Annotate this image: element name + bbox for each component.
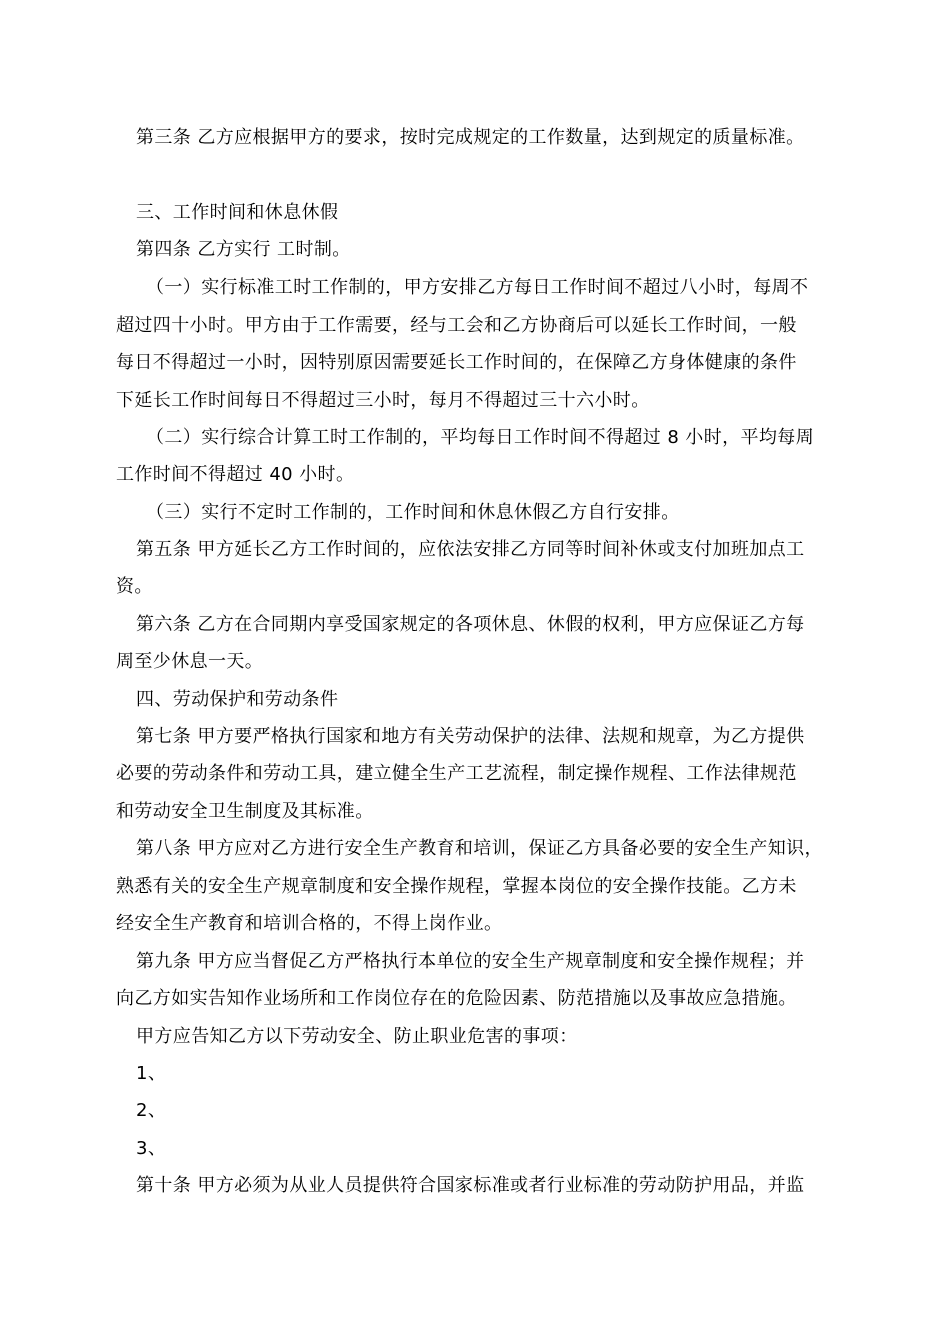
section-heading-work-hours: 三、工作时间和休息休假 [136,202,339,223]
article-6-line: 第六条 乙方在合同期内享受国家规定的各项休息、休假的权利，甲方应保证乙方每 [136,614,805,635]
article-6-line: 周至少休息一天。 [116,651,264,672]
article-4-clause-3-line: （三）实行不定时工作制的，工作时间和休息休假乙方自行安排。 [146,502,680,523]
article-4-clause-2-line: （二）实行综合计算工时工作制的，平均每日工作时间不得超过 8 小时，平均每周 [146,427,815,448]
safety-notice-line: 甲方应告知乙方以下劳动安全、防止职业危害的事项： [136,1026,578,1047]
article-10-line: 第十条 甲方必须为从业人员提供符合国家标准或者行业标准的劳动防护用品，并监 [136,1175,805,1196]
list-item: 3、 [136,1138,167,1159]
list-item: 1、 [136,1063,167,1084]
article-4-clause-1-line: 每日不得超过一小时，因特别原因需要延长工作时间的，在保障乙方身体健康的条件 [116,352,797,373]
article-4-clause-1-line: （一）实行标准工时工作制的，甲方安排乙方每日工作时间不超过八小时，每周不 [146,277,809,298]
article-5-line: 资。 [116,576,153,597]
article-4-clause-1-line: 下延长工作时间每日不得超过三小时，每月不得超过三十六小时。 [116,390,650,411]
article-8-line: 经安全生产教育和培训合格的，不得上岗作业。 [116,913,503,934]
article-8-line: 第八条 甲方应对乙方进行安全生产教育和培训，保证乙方具备必要的安全生产知识， [136,838,823,859]
article-8-line: 熟悉有关的安全生产规章制度和安全操作规程，掌握本岗位的安全操作技能。乙方未 [116,876,797,897]
article-4-clause-1-line: 超过四十小时。甲方由于工作需要，经与工会和乙方协商后可以延长工作时间，一般 [116,315,797,336]
article-3-line: 第三条 乙方应根据甲方的要求，按时完成规定的工作数量，达到规定的质量标准。 [136,127,805,148]
article-9-line: 第九条 甲方应当督促乙方严格执行本单位的安全生产规章制度和安全操作规程；并 [136,951,805,972]
section-heading-labor-protection: 四、劳动保护和劳动条件 [136,689,339,710]
article-4-line: 第四条 乙方实行 工时制。 [136,239,351,260]
article-9-line: 向乙方如实告知作业场所和工作岗位存在的危险因素、防范措施以及事故应急措施。 [116,988,797,1009]
article-5-line: 第五条 甲方延长乙方工作时间的，应依法安排乙方同等时间补休或支付加班加点工 [136,539,805,560]
article-7-line: 必要的劳动条件和劳动工具，建立健全生产工艺流程，制定操作规程、工作法律规范 [116,763,797,784]
list-item: 2、 [136,1100,167,1121]
article-7-line: 第七条 甲方要严格执行国家和地方有关劳动保护的法律、法规和规章，为乙方提供 [136,726,805,747]
article-4-clause-2-line: 工作时间不得超过 40 小时。 [116,464,355,485]
article-7-line: 和劳动安全卫生制度及其标准。 [116,801,374,822]
